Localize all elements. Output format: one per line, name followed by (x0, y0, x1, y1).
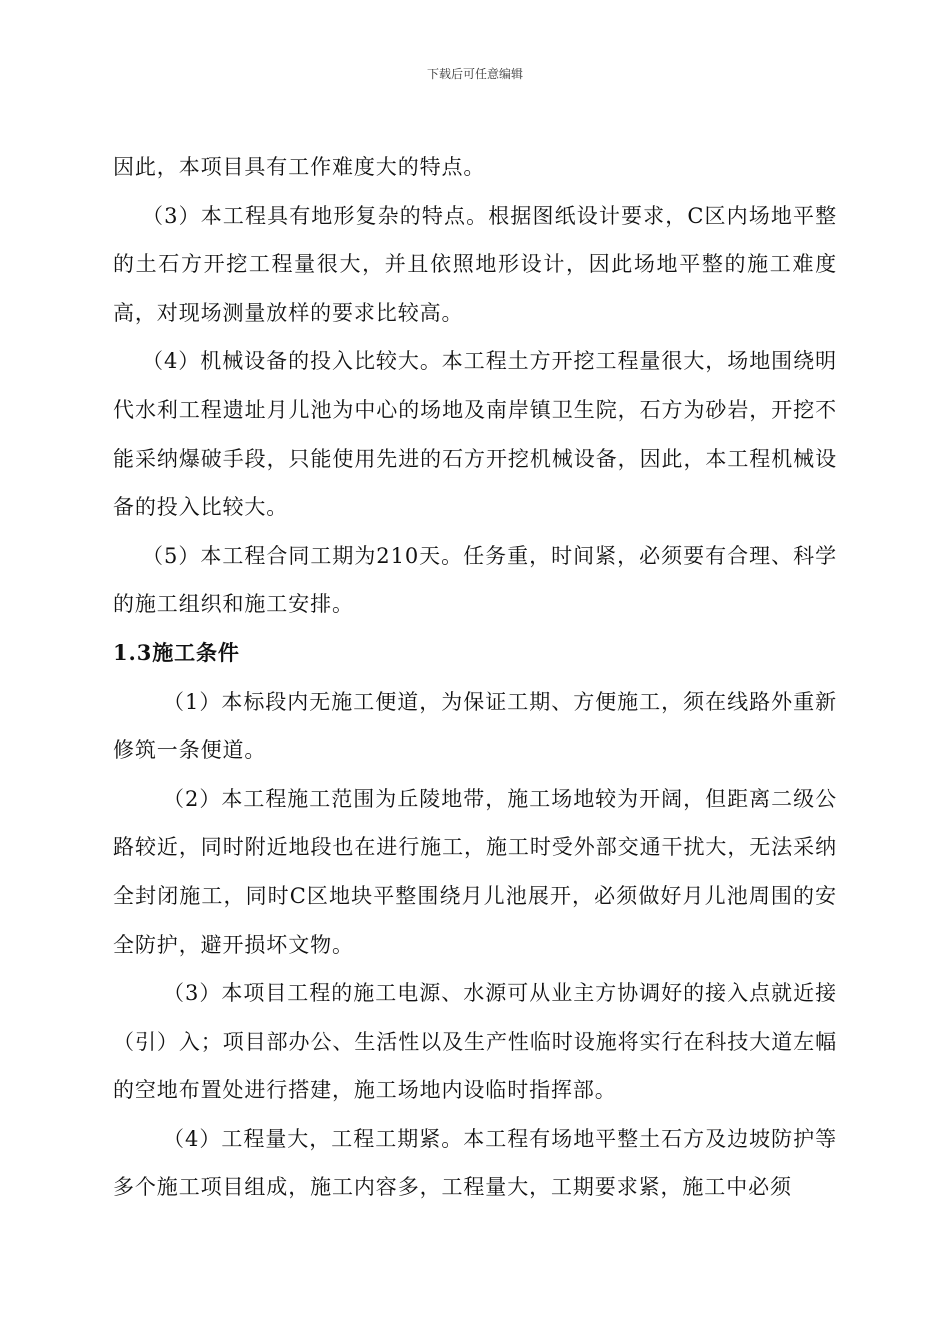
condition-item-3: （3）本项目工程的施工电源、水源可从业主方协调好的接入点就近接（引）入；项目部办公、生活性以及生产性临时设施将实行在科技大道左幅的空地布置处进行搭建，施工场地内设临时指挥部。 (113, 981, 837, 1103)
condition-item-2: （2）本工程施工范围为丘陵地带，施工场地较为开阔，但距离二级公路较近，同时附近地段也在进行施工，施工时受外部交通干扰大，无法采纳全封闭施工，同时C区地块平整围绕月儿池展开，必须做好月儿池周围的安全防护，避开损坏文物。 (113, 786, 837, 957)
condition-item-4: （4）工程量大，工程工期紧。本工程有场地平整土石方及边坡防护等多个施工项目组成，施工内容多，工程量大，工期要求紧，施工中必须 (113, 1126, 837, 1200)
paragraph-item-3: （3）本工程具有地形复杂的特点。根据图纸设计要求，C区内场地平整的土石方开挖工程量很大，并且依照地形设计，因此场地平整的施工难度高，对现场测量放样的要求比较高。 (113, 203, 837, 325)
paragraph-item-4: （4）机械设备的投入比较大。本工程土方开挖工程量很大，场地围绕明代水利工程遗址月儿池为中心的场地及南岸镇卫生院，石方为砂岩，开挖不能采纳爆破手段，只能使用先进的石方开挖机械设备，因此，本工程机械设备的投入比较大。 (113, 349, 837, 520)
section-heading: 1.3施工条件 (113, 639, 240, 665)
condition-item-1: （1）本标段内无施工便道，为保证工期、方便施工，须在线路外重新修筑一条便道。 (113, 689, 837, 763)
page-header: 下载后可任意编辑 (426, 67, 523, 81)
paragraph-item-5: （5）本工程合同工期为210天。任务重，时间紧，必须要有合理、科学的施工组织和施工安排。 (113, 543, 837, 617)
document-body (113, 143, 837, 1212)
paragraph-intro: 因此，本项目具有工作难度大的特点。 (113, 155, 486, 179)
